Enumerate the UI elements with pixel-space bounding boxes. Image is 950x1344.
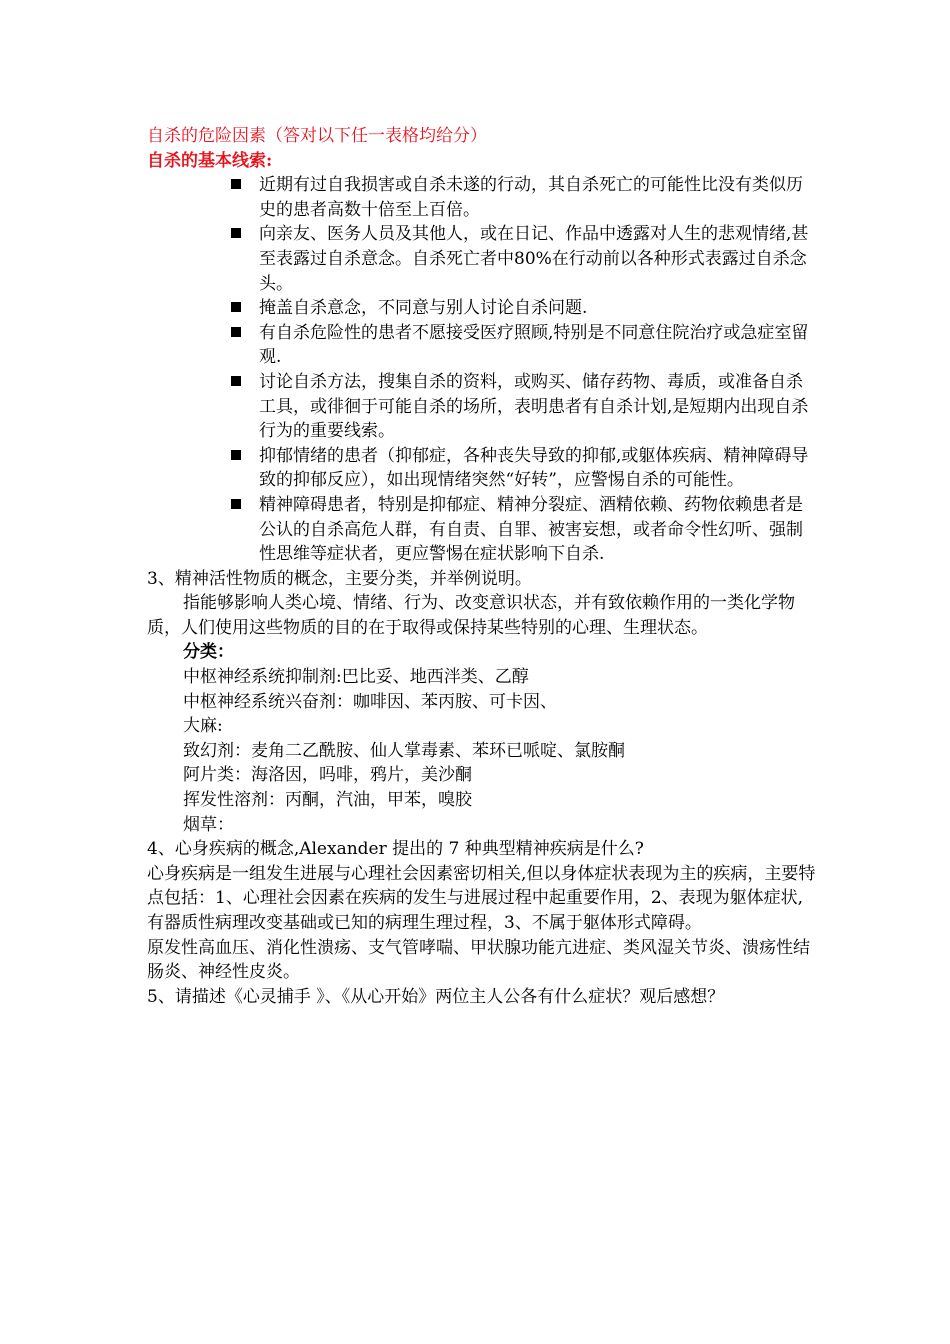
- classification-item: 致幻剂：麦角二乙酰胺、仙人掌毒素、苯环已哌啶、氯胺酮: [183, 740, 625, 761]
- question-4-title: 4、心身疾病的概念,Alexander 提出的 7 种典型精神疾病是什么?: [147, 839, 644, 860]
- question-4-paragraph-2: 原发性高血压、消化性溃疡、支气管哮喘、甲状腺功能亢进症、类风湿关节炎、溃疡性结肠炎、神经性皮炎。: [147, 937, 810, 983]
- risk-clue-list: [147, 173, 819, 567]
- section-subheading: 自杀的基本线索:: [147, 150, 273, 171]
- list-item: 掩盖自杀意念，不同意与别人讨论自杀问题.: [259, 296, 819, 321]
- question-3-title: 3、精神活性物质的概念，主要分类，并举例说明。: [147, 568, 532, 589]
- list-item: 向亲友、医务人员及其他人，或在日记、作品中透露对人生的悲观情绪,甚至表露过自杀意念。自杀死亡者中80%在行动前以各种形式表露过自杀念头。: [259, 222, 819, 296]
- classification-item: 中枢神经系统抑制剂:巴比妥、地西泮类、乙醇: [183, 667, 529, 688]
- square-bullet-icon: [231, 376, 241, 386]
- square-bullet-icon: [231, 179, 241, 189]
- square-bullet-icon: [231, 302, 241, 312]
- classification-item: 烟草：: [183, 814, 234, 835]
- square-bullet-icon: [231, 450, 241, 460]
- document-body: [147, 124, 819, 1009]
- square-bullet-icon: [231, 228, 241, 238]
- list-item: 有自杀危险性的患者不愿接受医疗照顾,特别是不同意住院治疗或急症室留观.: [259, 321, 819, 370]
- classification-label: 分类：: [183, 642, 234, 663]
- classification-item: 挥发性溶剂：丙酮，汽油，甲苯，嗅胶: [183, 790, 472, 811]
- question-5-title: 5、请描述《心灵捕手 》、《从心开始》两位主人公各有什么症状？观后感想？: [147, 986, 725, 1007]
- classification-item: 阿片类：海洛因，吗啡，鸦片，美沙酮: [183, 765, 472, 786]
- list-item: 抑郁情绪的患者（抑郁症，各种丧失导致的抑郁,或躯体疾病、精神障碍导致的抑郁反应），如出现情绪突然“好转”，应警惕自杀的可能性。: [259, 444, 819, 493]
- question-4-paragraph-1: 心身疾病是一组发生进展与心理社会因素密切相关,但以身体症状表现为主的疾病，主要特点包括：1、心理社会因素在疾病的发生与进展过程中起重要作用，2、表现为躯体症状,有器质性病理改变基础或已知的病理生理过程，3、不属于躯体形式障碍。: [147, 863, 816, 933]
- classification-item: 中枢神经系统兴奋剂：咖啡因、苯丙胺、可卡因、: [183, 691, 557, 712]
- square-bullet-icon: [231, 327, 241, 337]
- list-item: 讨论自杀方法，搜集自杀的资料，或购买、储存药物、毒质，或准备自杀工具，或徘徊于可能自杀的场所，表明患者有自杀计划,是短期内出现自杀行为的重要线索。: [259, 370, 819, 444]
- question-3-definition: 指能够影响人类心境、情绪、行为、改变意识状态，并有致依赖作用的一类化学物质，人们使用这些物质的目的在于取得或保持某些特别的心理、生理状态。: [147, 593, 795, 638]
- square-bullet-icon: [231, 499, 241, 509]
- list-item: 近期有过自我损害或自杀未遂的行动，其自杀死亡的可能性比没有类似历史的患者高数十倍至上百倍。: [259, 173, 819, 222]
- section-heading: 自杀的危险因素（答对以下任一表格均给分）: [147, 126, 487, 146]
- list-item: 精神障碍患者，特别是抑郁症、精神分裂症、酒精依赖、药物依赖患者是公认的自杀高危人群，有自责、自罪、被害妄想，或者命令性幻听、强制性思维等症状者，更应警惕在症状影响下自杀.: [259, 493, 819, 567]
- classification-item: 大麻:: [183, 716, 223, 737]
